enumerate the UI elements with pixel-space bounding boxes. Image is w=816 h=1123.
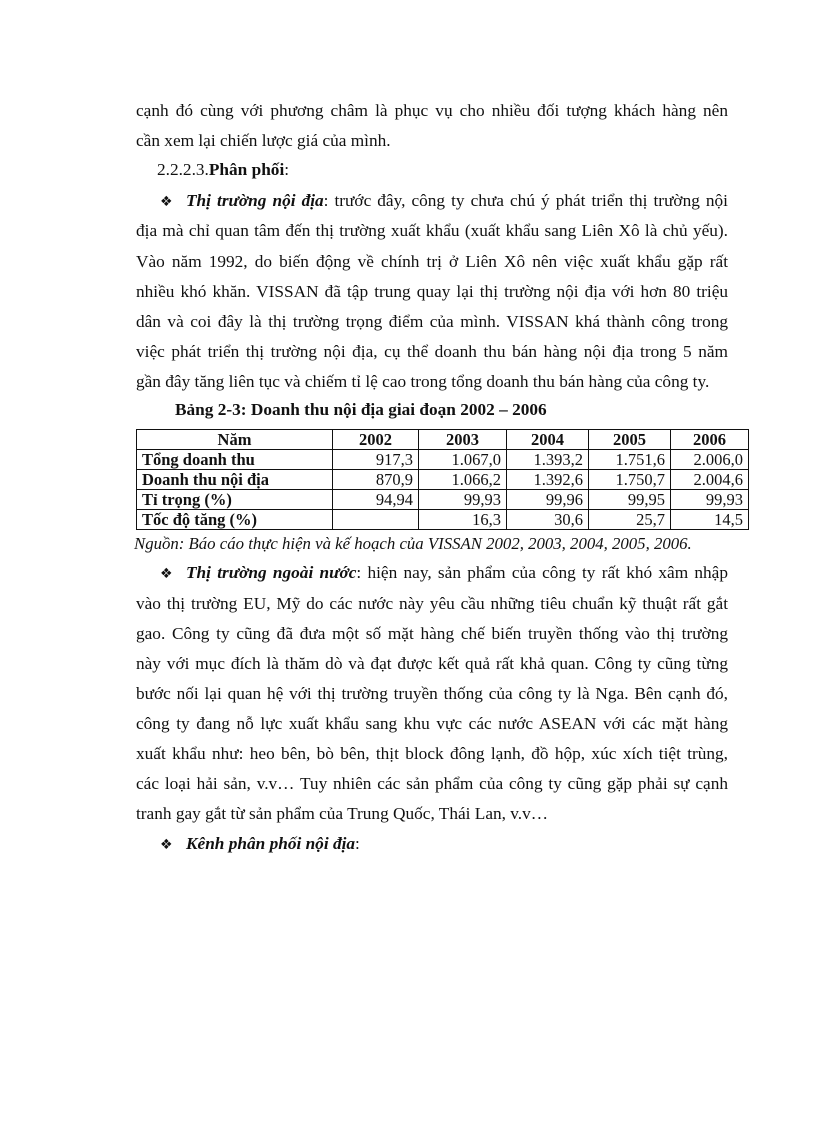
section-number: 2.2.2.3. — [157, 160, 209, 179]
row-label: Tổng doanh thu — [137, 450, 333, 470]
channel-heading: Kênh phân phối nội địa — [186, 834, 356, 853]
row-label: Tốc độ tăng (%) — [137, 510, 333, 530]
table-cell: 1.067,0 — [419, 450, 507, 470]
table-row — [137, 490, 749, 510]
section-heading — [157, 160, 557, 180]
table-cell: 917,3 — [333, 450, 419, 470]
paragraph-line: cần xem lại chiến lược giá của mình. — [136, 131, 391, 150]
table-cell: 25,7 — [589, 510, 671, 530]
foreign-line-rest: : hiện nay, sản phẩm của công ty rất khó xâm nhập — [356, 563, 728, 582]
paragraph-line: Vào năm 1992, do biến động về chính trị ở Liên Xô nên việc xuất khẩu gặp rất — [136, 252, 728, 271]
table-cell: 99,93 — [419, 490, 507, 510]
table-header-cell: 2003 — [419, 430, 507, 450]
table-header-row — [137, 430, 749, 450]
revenue-table — [136, 429, 749, 530]
diamond-bullet-icon: ❖ — [160, 194, 173, 210]
paragraph-line: việc phát triển thị trường nội địa, cụ thể doanh thu bán hàng nội địa trong 5 năm — [136, 342, 728, 361]
table-row — [137, 510, 749, 530]
table-cell — [333, 510, 419, 530]
paragraph-line: dân và coi đây là thị trường trọng điểm của mình. VISSAN khá thành công trong — [136, 312, 728, 331]
table-cell: 870,9 — [333, 470, 419, 490]
table-cell: 16,3 — [419, 510, 507, 530]
domestic-first-line — [160, 191, 728, 212]
table-row — [137, 450, 749, 470]
table-row — [137, 470, 749, 490]
row-label: Tỉ trọng (%) — [137, 490, 333, 510]
table-cell: 1.393,2 — [507, 450, 589, 470]
table-cell: 1.751,6 — [589, 450, 671, 470]
table-cell: 99,93 — [671, 490, 749, 510]
table-cell: 94,94 — [333, 490, 419, 510]
paragraph-line: gao. Công ty cũng đã đưa một số mặt hàng chế biến truyền thống vào thị trường — [136, 624, 728, 643]
paragraph-line: nhiều khó khăn. VISSAN đã tập trung quay lại thị trường nội địa với hơn 80 triệu — [136, 282, 728, 301]
table-cell: 99,96 — [507, 490, 589, 510]
paragraph-line: xuất khẩu như: heo bên, bò bên, thịt block đông lạnh, đồ hộp, xúc xích tiệt trùng, — [136, 744, 728, 763]
table-cell: 2.004,6 — [671, 470, 749, 490]
paragraph-line: cạnh đó cùng với phương châm là phục vụ cho nhiều đối tượng khách hàng nên — [136, 101, 728, 120]
paragraph-line: vào thị trường EU, Mỹ do các nước này yêu cầu những tiêu chuẩn kỹ thuật rất gắt — [136, 594, 728, 613]
table-cell: 14,5 — [671, 510, 749, 530]
table-header-cell: 2006 — [671, 430, 749, 450]
paragraph-line: địa mà chỉ quan tâm đến thị trường xuất khẩu (xuất khẩu sang Liên Xô là chủ yếu). — [136, 221, 728, 240]
table-cell: 1.392,6 — [507, 470, 589, 490]
table-header-cell: 2002 — [333, 430, 419, 450]
row-label: Doanh thu nội địa — [137, 470, 333, 490]
paragraph-line: này với mục đích là thăm dò và đạt được kết quả rất khả quan. Công ty cũng từng — [136, 654, 728, 673]
table-cell: 2.006,0 — [671, 450, 749, 470]
domestic-heading: Thị trường nội địa — [186, 191, 324, 210]
diamond-bullet-icon: ❖ — [160, 837, 173, 853]
table-header-cell: 2004 — [507, 430, 589, 450]
table-header-cell: Năm — [137, 430, 333, 450]
section-colon: : — [284, 160, 290, 179]
table-cell: 1.066,2 — [419, 470, 507, 490]
table-cell: 99,95 — [589, 490, 671, 510]
paragraph-line: tranh gay gắt từ sản phẩm của Trung Quốc, Thái Lan, v.v… — [136, 804, 549, 823]
channel-heading-line — [160, 834, 728, 855]
table-header-cell: 2005 — [589, 430, 671, 450]
paragraph-line: gần đây tăng liên tục và chiếm tỉ lệ cao trong tổng doanh thu bán hàng của công ty. — [136, 372, 710, 391]
paragraph-line: công ty đang nỗ lực xuất khẩu sang khu vực các nước ASEAN với các mặt hàng — [136, 714, 728, 733]
paragraph-line: bước nối lại quan hệ với thị trường truyền thống của công ty là Nga. Bên cạnh đó, — [136, 684, 728, 703]
foreign-first-line — [160, 563, 728, 584]
section-title: Phân phối — [208, 160, 285, 179]
diamond-bullet-icon: ❖ — [160, 566, 173, 582]
domestic-line-rest: : trước đây, công ty chưa chú ý phát triển thị trường nội — [323, 191, 728, 210]
table-cell: 30,6 — [507, 510, 589, 530]
table-cell: 1.750,7 — [589, 470, 671, 490]
paragraph-line: các loại hải sản, v.v… Tuy nhiên các sản phẩm của công ty cũng gặp phải sự cạnh — [136, 774, 728, 793]
foreign-heading: Thị trường ngoài nước — [186, 563, 357, 582]
table-source-note: Nguồn: Báo cáo thực hiện và kế hoạch của VISSAN 2002, 2003, 2004, 2005, 2006. — [134, 534, 692, 553]
table-title: Bảng 2-3: Doanh thu nội địa giai đoạn 2002 – 2006 — [175, 400, 547, 419]
channel-colon: : — [355, 834, 360, 853]
